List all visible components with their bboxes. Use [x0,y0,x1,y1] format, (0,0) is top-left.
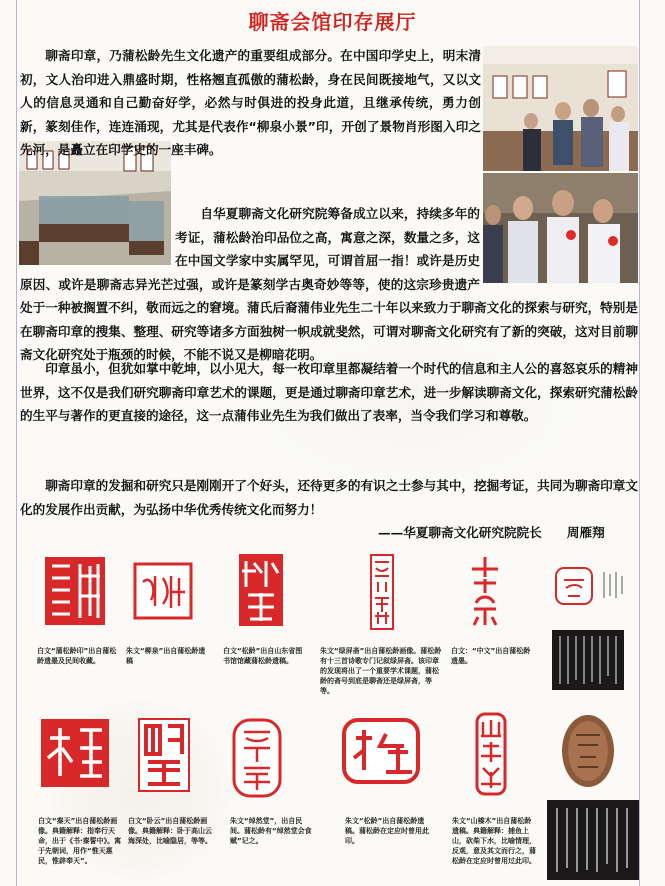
seal-caption-4: 朱文“绿屏斋”出自蒲松龄画像。蒲松龄有十三首诗歌专门记叙绿屏斋。该印章的发现将出了一个重要学术课题，蒲松龄的斋号到底是聊斋还是绿屏斋，等等。 [320,647,442,695]
seal-caption-6: 白文“秦天”出自蒲松龄画像。典籍解释：指奉行天命，出于《书·秦誓中》。寓于先朝词，用作“惟天惠民，惟辟奉天”。 [38,817,122,865]
seal-stone-photo [560,713,616,789]
ink-rubbing-bottom [547,800,639,880]
author-signature: ——华夏聊斋文化研究院院长 周雁翔 [378,525,605,540]
seal-caption-1: 白文“蒲松龄印”出自蒲松龄遗墨及民间收藏。 [37,647,117,665]
seal-caption-3: 白文“松龄”出自山东省图书馆馆藏蒲松龄遗稿。 [223,647,303,665]
seal-chuo-ran-tang [232,718,282,798]
seal-caption-5: 白文：“中文”出自蒲松龄遗墨。 [451,647,531,665]
seal-shan-zhen-mu [475,712,507,796]
seal-caption-2: 朱文“柳泉”出自蒲松龄遗稿 [126,647,206,665]
body-paragraph-3 [20,357,638,428]
intro-paragraph-2 [20,202,638,367]
body-paragraph-3-text: 印章虽小，但犹如掌中乾坤，以小见大，每一枚印章里都凝结着一个时代的信息和主人公的喜怒哀乐的精神世界，这不仅是我们研究聊斋印章艺术的课题，更是通过聊斋印章艺术，进一步解读聊斋文化，探索研究蒲松龄的生平与著作的更直接的途径，这一点蒲伟业先生为我们做出了表率，当令我们学习和尊敬。 [20,361,638,423]
body-paragraph-4 [20,474,638,521]
seal-liu-quan [133,562,193,620]
photo-wrap-spacer-left [20,202,175,270]
ink-rubbing-top [552,630,624,690]
photo-wrap-spacer-right [480,202,638,294]
seal-zhong-wen [466,553,504,627]
seal-song-ling-2 [342,718,420,784]
photo-visitors-gallery [483,46,638,171]
seal-qin-tian [40,718,110,788]
seal-caption-8: 朱文“绰然堂”，出自民间。蒲松龄有“绰然堂会食赋”记之。 [230,817,312,845]
seal-lu-ping-zhai [370,554,394,630]
intro-paragraph-1-text: 聊斋印章，乃蒲松龄先生文化遗产的重要组成部分。在中国印学史上，明末清初，文人治印进入鼎盛时期，性格翘直孤傲的蒲松龄，身在民间既接地气，又以文人的信息灵通和自己勤奋好学，必然与时俱进的投身此道，且继承传统，勇力创新，篆刻佳作，连连涌现，尤其是代表作“柳泉小景”印，开创了景物肖形图入印之先河，是矗立在印学史的一座丰碑。 [20,48,481,157]
seal-caption-9: 朱文“松龄”出自蒲松龄遗稿。蒲松龄在定应时曾用此印。 [345,817,429,845]
page-title: 聊斋会馆印存展厅 [248,10,417,34]
seal-caption-10: 朱文“山榛木”出自蒲松龄遗稿。典籍解释：捕鱼上山，砍柴下水，比喻情理，反观，意及其文而行之，蒲松龄在定应时曾用过此印。 [452,817,536,865]
seal-impression-small [554,566,594,606]
intro-paragraph-1 [20,44,481,162]
seal-pu-songling-yin [44,556,106,626]
body-paragraph-4-text: 聊斋印章的发掘和研究只是刚刚开了个好头，还待更多的有识之士参与其中，挖掘考证，共同为聊斋印章文化的发展作出贡献，为弘扬中华优秀传统文化而努力！ [20,478,638,517]
seal-wo-yun [138,718,190,792]
seal-song-ling [238,553,284,627]
seal-handwritten-note [600,568,626,602]
seal-caption-7: 白文“卧云”出自蒲松龄画像。典籍解释：卧于高山云海深处，比喻隐居，等等。 [128,817,212,845]
intro-paragraph-2-text: 自华夏聊斋文化研究院筹备成立以来，持续多年的考证，蒲松龄治印品位之高，寓意之深，数量之多，这在中国文学家中实属罕见，可谓首屈一指！或许是历史原因、或许是聊斋志异光芒过强，或许是篆刻学古奥奇妙等等，使的这宗珍贵遗产处于一种被搁置不纠，敬而远之的窘境。蒲氏后裔蒲伟业先生二十年以来致力于聊斋文化的探索与研究，特别是在聊斋印章的搜集、整理、研究等诸多方面独树一帜成就斐然，可谓对聊斋文化研究有了新的突破，这对目前聊斋文化研究处于瓶颈的时候，不能不说又是柳暗花明。 [20,206,638,362]
